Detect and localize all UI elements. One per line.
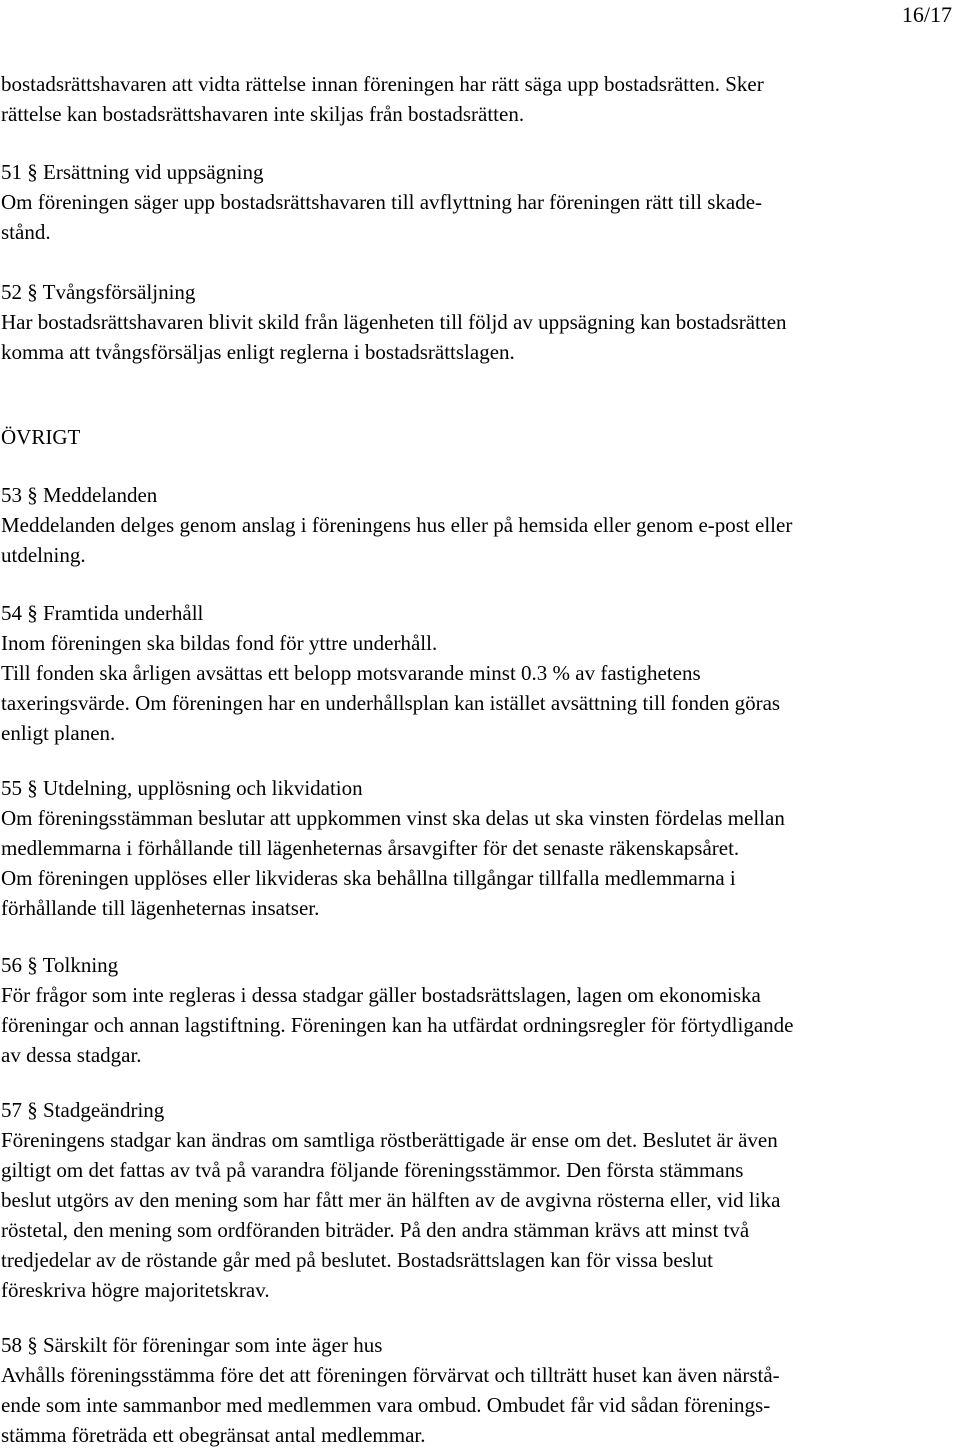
paragraph-line: Avhålls föreningsstämma före det att föreningen förvärvat och tillträtt huset kan även närstå- xyxy=(1,1363,780,1387)
page-number: 16/17 xyxy=(901,2,952,27)
section-56-heading: 56 § Tolkning xyxy=(1,953,119,977)
section-55-heading: 55 § Utdelning, upplösning och likvidation xyxy=(1,776,363,800)
section-54-heading: 54 § Framtida underhåll xyxy=(1,601,204,625)
section-51-heading: 51 § Ersättning vid uppsägning xyxy=(1,160,264,184)
section-58-heading: 58 § Särskilt för föreningar som inte äger hus xyxy=(1,1333,383,1357)
paragraph-line: medlemmarna i förhållande till lägenheternas årsavgifter för det senaste räkenskapsåret. xyxy=(1,836,740,860)
paragraph-line: utdelning. xyxy=(1,543,86,567)
paragraph-line: beslut utgörs av den mening som har fått mer än hälften av de avgivna rösterna eller, vid lika xyxy=(1,1188,781,1212)
paragraph-line: av dessa stadgar. xyxy=(1,1043,142,1067)
paragraph-line: Meddelanden delges genom anslag i föreningens hus eller på hemsida eller genom e-post eller xyxy=(1,513,793,537)
section-52-heading: 52 § Tvångsförsäljning xyxy=(1,280,196,304)
paragraph-line: taxeringsvärde. Om föreningen har en underhållsplan kan istället avsättning till fonden göras xyxy=(1,691,781,715)
paragraph-line: röstetal, den mening som ordföranden biträder. På den andra stämman krävs att minst två xyxy=(1,1218,750,1242)
paragraph-line: föreskriva högre majoritetskrav. xyxy=(1,1278,270,1302)
paragraph-line: stånd. xyxy=(1,220,51,244)
paragraph-line: Om föreningsstämman beslutar att uppkommen vinst ska delas ut ska vinsten fördelas mellan xyxy=(1,806,785,830)
paragraph-line: ende som inte sammanbor med medlemmen vara ombud. Ombudet får vid sådan förenings- xyxy=(1,1393,771,1417)
chapter-heading-ovrigt: ÖVRIGT xyxy=(1,425,81,449)
paragraph-line: Till fonden ska årligen avsättas ett belopp motsvarande minst 0.3 % av fastighetens xyxy=(1,661,701,685)
paragraph-line: Har bostadsrättshavaren blivit skild från lägenheten till följd av uppsägning kan bostadsrätten xyxy=(1,310,787,334)
paragraph-line: föreningar och annan lagstiftning. Föreningen kan ha utfärdat ordningsregler för förtydligande xyxy=(1,1013,794,1037)
paragraph-line: Föreningens stadgar kan ändras om samtliga röstberättigade är ense om det. Beslutet är även xyxy=(1,1128,778,1152)
section-53-heading: 53 § Meddelanden xyxy=(1,483,158,507)
paragraph-line: Om föreningen säger upp bostadsrättshavaren till avflyttning har föreningen rätt till skade- xyxy=(1,190,763,214)
paragraph-line: giltigt om det fattas av två på varandra följande föreningsstämmor. Den första stämmans xyxy=(1,1158,744,1182)
paragraph-line: Om föreningen upplöses eller likvideras ska behållna tillgångar tillfalla medlemmarna i xyxy=(1,866,736,890)
paragraph-line: komma att tvångsförsäljas enligt reglerna i bostadsrättslagen. xyxy=(1,340,515,364)
paragraph-line: enligt planen. xyxy=(1,721,116,745)
paragraph-line: stämma företräda ett obegränsat antal medlemmar. xyxy=(1,1423,426,1447)
section-57-heading: 57 § Stadgeändring xyxy=(1,1098,165,1122)
paragraph-line: bostadsrättshavaren att vidta rättelse innan föreningen har rätt säga upp bostadsrätten. Sker xyxy=(1,72,764,96)
paragraph-line: tredjedelar av de röstande går med på beslutet. Bostadsrättslagen kan för vissa beslut xyxy=(1,1248,714,1272)
paragraph-line: förhållande till lägenheternas insatser. xyxy=(1,896,320,920)
paragraph-line: Inom föreningen ska bildas fond för yttre underhåll. xyxy=(1,631,438,655)
paragraph-line: rättelse kan bostadsrättshavaren inte skiljas från bostadsrätten. xyxy=(1,102,525,126)
paragraph-line: För frågor som inte regleras i dessa stadgar gäller bostadsrättslagen, lagen om ekonomiska xyxy=(1,983,761,1007)
